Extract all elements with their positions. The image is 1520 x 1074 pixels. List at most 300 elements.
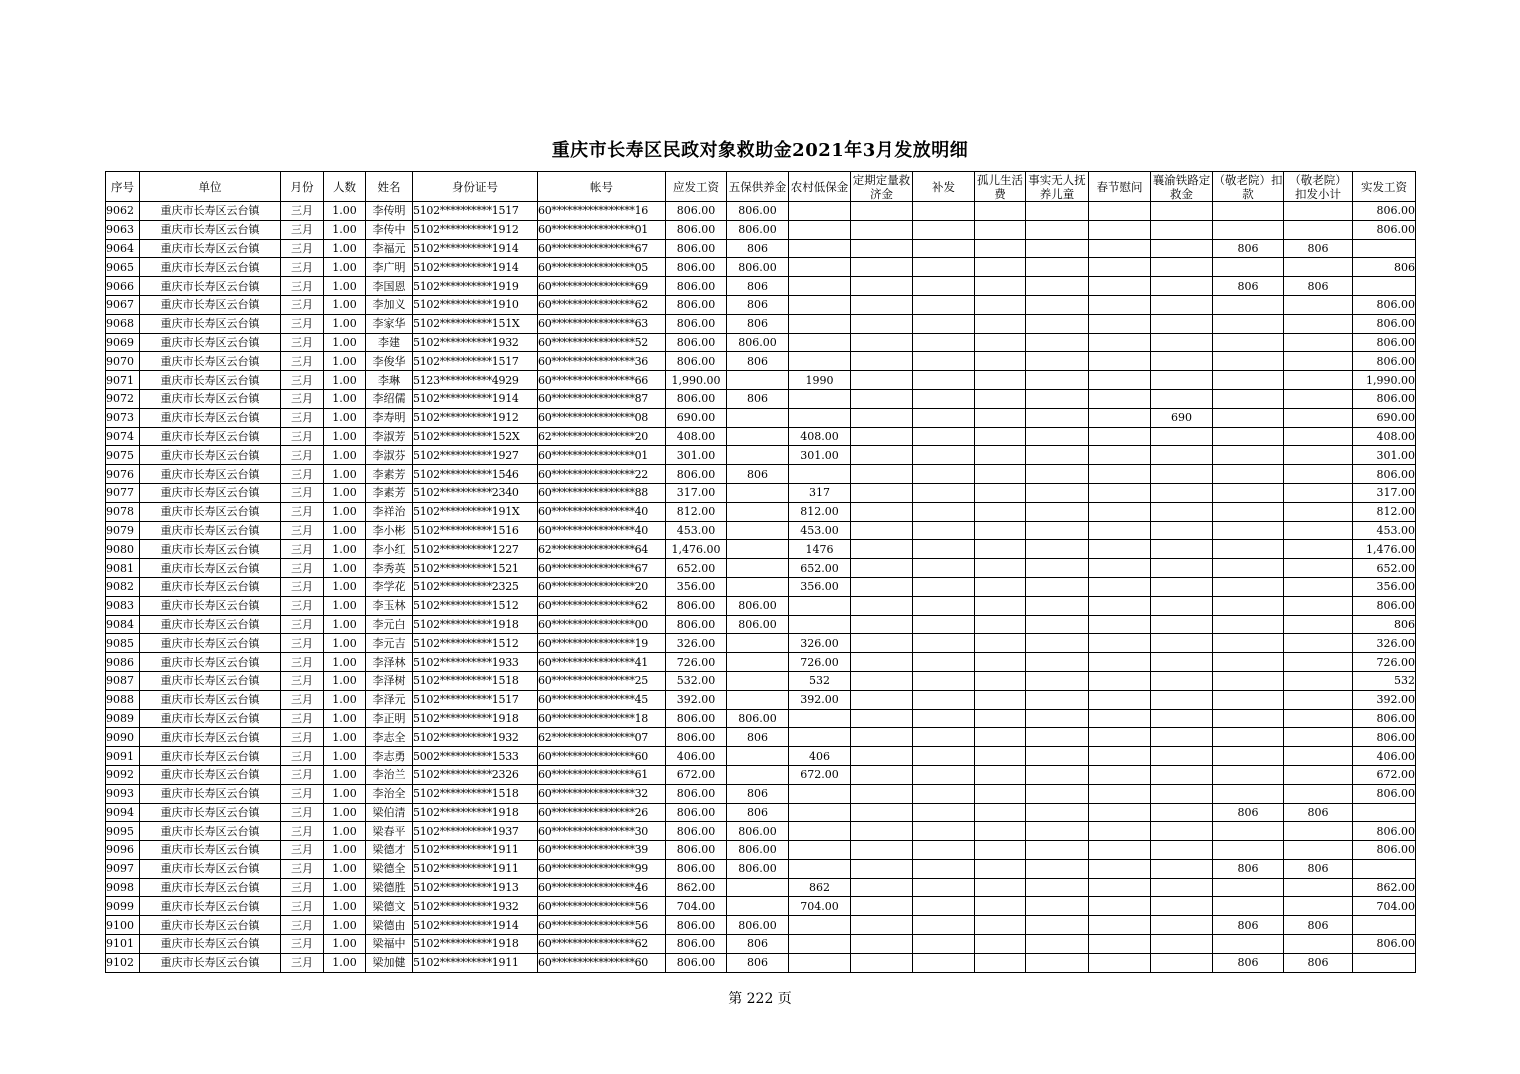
cell-xiangyu — [1151, 389, 1213, 408]
cell-bufa — [913, 239, 975, 258]
cell-dingqi — [851, 314, 913, 333]
cell-dingqi — [851, 333, 913, 352]
cell-month: 三月 — [281, 258, 324, 277]
cell-count: 1.00 — [324, 502, 366, 521]
cell-net: 806.00 — [1353, 728, 1416, 747]
cell-due: 532.00 — [666, 671, 727, 690]
cell-id: 5102**********1914 — [413, 258, 538, 277]
cell-dingqi — [851, 408, 913, 427]
cell-unit: 重庆市长寿区云台镇 — [140, 615, 281, 634]
cell-xiangyu — [1151, 295, 1213, 314]
cell-guer — [975, 521, 1026, 540]
cell-due: 806.00 — [666, 916, 727, 935]
cell-jly_subtotal — [1284, 502, 1353, 521]
cell-count: 1.00 — [324, 859, 366, 878]
cell-xiangyu — [1151, 446, 1213, 465]
cell-count: 1.00 — [324, 803, 366, 822]
cell-due: 812.00 — [666, 502, 727, 521]
cell-net: 726.00 — [1353, 653, 1416, 672]
cell-name: 梁伯清 — [366, 803, 413, 822]
cell-wubao — [727, 521, 789, 540]
cell-count: 1.00 — [324, 728, 366, 747]
cell-dibao: 812.00 — [789, 502, 851, 521]
cell-id: 5102**********1927 — [413, 446, 538, 465]
cell-net: 453.00 — [1353, 521, 1416, 540]
cell-name: 李加义 — [366, 295, 413, 314]
cell-bufa — [913, 483, 975, 502]
cell-xiangyu — [1151, 615, 1213, 634]
cell-seq: 9079 — [106, 521, 140, 540]
cell-acct: 60****************87 — [538, 389, 666, 408]
cell-shishi — [1026, 765, 1089, 784]
cell-dingqi — [851, 521, 913, 540]
cell-jly_subtotal — [1284, 728, 1353, 747]
cell-chunjie — [1089, 935, 1151, 954]
cell-dibao: 672.00 — [789, 765, 851, 784]
cell-id: 5102**********1517 — [413, 690, 538, 709]
cell-guer — [975, 408, 1026, 427]
cell-guer — [975, 277, 1026, 296]
cell-count: 1.00 — [324, 634, 366, 653]
cell-jly_subtotal — [1284, 634, 1353, 653]
cell-chunjie — [1089, 671, 1151, 690]
cell-acct: 60****************30 — [538, 822, 666, 841]
cell-dingqi — [851, 784, 913, 803]
cell-seq: 9065 — [106, 258, 140, 277]
cell-bufa — [913, 202, 975, 221]
column-header-id: 身份证号 — [413, 172, 538, 202]
cell-guer — [975, 897, 1026, 916]
table-row — [106, 314, 1416, 333]
cell-guer — [975, 953, 1026, 972]
cell-jly_subtotal — [1284, 465, 1353, 484]
cell-count: 1.00 — [324, 878, 366, 897]
cell-chunjie — [1089, 389, 1151, 408]
cell-count: 1.00 — [324, 897, 366, 916]
cell-month: 三月 — [281, 803, 324, 822]
cell-jly_subtotal — [1284, 671, 1353, 690]
cell-wubao: 806 — [727, 314, 789, 333]
cell-unit: 重庆市长寿区云台镇 — [140, 634, 281, 653]
cell-unit: 重庆市长寿区云台镇 — [140, 878, 281, 897]
cell-name: 李治全 — [366, 784, 413, 803]
cell-count: 1.00 — [324, 446, 366, 465]
cell-seq: 9088 — [106, 690, 140, 709]
cell-xiangyu — [1151, 521, 1213, 540]
cell-chunjie — [1089, 521, 1151, 540]
cell-jly_subtotal — [1284, 784, 1353, 803]
cell-dibao: 326.00 — [789, 634, 851, 653]
cell-bufa — [913, 765, 975, 784]
cell-wubao: 806.00 — [727, 615, 789, 634]
cell-jly_subtotal — [1284, 822, 1353, 841]
cell-seq: 9062 — [106, 202, 140, 221]
cell-shishi — [1026, 465, 1089, 484]
cell-xiangyu — [1151, 427, 1213, 446]
cell-acct: 60****************69 — [538, 277, 666, 296]
table-row — [106, 258, 1416, 277]
table-row — [106, 427, 1416, 446]
cell-month: 三月 — [281, 483, 324, 502]
cell-shishi — [1026, 709, 1089, 728]
cell-id: 5102**********1512 — [413, 596, 538, 615]
cell-count: 1.00 — [324, 653, 366, 672]
cell-net: 652.00 — [1353, 559, 1416, 578]
cell-due: 862.00 — [666, 878, 727, 897]
cell-dibao: 406 — [789, 747, 851, 766]
cell-net: 806.00 — [1353, 596, 1416, 615]
cell-shishi — [1026, 935, 1089, 954]
cell-name: 李传中 — [366, 220, 413, 239]
cell-seq: 9074 — [106, 427, 140, 446]
cell-acct: 60****************40 — [538, 502, 666, 521]
cell-jly_deduct — [1213, 653, 1284, 672]
cell-jly_deduct — [1213, 615, 1284, 634]
cell-chunjie — [1089, 859, 1151, 878]
cell-acct: 60****************00 — [538, 615, 666, 634]
cell-shishi — [1026, 596, 1089, 615]
cell-due: 652.00 — [666, 559, 727, 578]
cell-month: 三月 — [281, 709, 324, 728]
cell-name: 李俊华 — [366, 352, 413, 371]
cell-acct: 60****************62 — [538, 295, 666, 314]
cell-shishi — [1026, 953, 1089, 972]
cell-dingqi — [851, 352, 913, 371]
cell-unit: 重庆市长寿区云台镇 — [140, 822, 281, 841]
cell-jly_deduct — [1213, 596, 1284, 615]
cell-net — [1353, 239, 1416, 258]
cell-dibao — [789, 277, 851, 296]
column-header-chunjie: 春节慰问 — [1089, 172, 1151, 202]
cell-jly_subtotal: 806 — [1284, 859, 1353, 878]
cell-guer — [975, 540, 1026, 559]
cell-jly_subtotal — [1284, 314, 1353, 333]
cell-net: 806.00 — [1353, 220, 1416, 239]
cell-unit: 重庆市长寿区云台镇 — [140, 841, 281, 860]
cell-acct: 62****************20 — [538, 427, 666, 446]
cell-xiangyu — [1151, 465, 1213, 484]
table-row — [106, 747, 1416, 766]
cell-count: 1.00 — [324, 220, 366, 239]
cell-seq: 9094 — [106, 803, 140, 822]
cell-name: 李秀英 — [366, 559, 413, 578]
cell-bufa — [913, 690, 975, 709]
cell-bufa — [913, 277, 975, 296]
cell-unit: 重庆市长寿区云台镇 — [140, 258, 281, 277]
cell-dingqi — [851, 502, 913, 521]
cell-xiangyu — [1151, 935, 1213, 954]
cell-unit: 重庆市长寿区云台镇 — [140, 408, 281, 427]
cell-net: 532 — [1353, 671, 1416, 690]
cell-count: 1.00 — [324, 352, 366, 371]
cell-unit: 重庆市长寿区云台镇 — [140, 784, 281, 803]
cell-wubao — [727, 878, 789, 897]
cell-acct: 60****************25 — [538, 671, 666, 690]
cell-dingqi — [851, 577, 913, 596]
cell-seq: 9084 — [106, 615, 140, 634]
cell-guer — [975, 333, 1026, 352]
cell-chunjie — [1089, 483, 1151, 502]
cell-id: 5002**********1533 — [413, 747, 538, 766]
cell-xiangyu — [1151, 690, 1213, 709]
cell-jly_subtotal — [1284, 690, 1353, 709]
cell-due: 806.00 — [666, 615, 727, 634]
cell-jly_deduct — [1213, 427, 1284, 446]
cell-jly_deduct — [1213, 540, 1284, 559]
cell-name: 李琳 — [366, 371, 413, 390]
table-row — [106, 352, 1416, 371]
table-row — [106, 634, 1416, 653]
cell-xiangyu — [1151, 822, 1213, 841]
cell-seq: 9090 — [106, 728, 140, 747]
cell-month: 三月 — [281, 408, 324, 427]
cell-name: 梁福中 — [366, 935, 413, 954]
cell-jly_subtotal — [1284, 540, 1353, 559]
cell-wubao — [727, 765, 789, 784]
cell-due: 806.00 — [666, 314, 727, 333]
cell-unit: 重庆市长寿区云台镇 — [140, 371, 281, 390]
cell-dingqi — [851, 728, 913, 747]
cell-wubao — [727, 747, 789, 766]
table-row — [106, 277, 1416, 296]
cell-month: 三月 — [281, 953, 324, 972]
cell-month: 三月 — [281, 220, 324, 239]
cell-wubao: 806.00 — [727, 916, 789, 935]
cell-jly_subtotal — [1284, 559, 1353, 578]
cell-shishi — [1026, 352, 1089, 371]
cell-count: 1.00 — [324, 258, 366, 277]
cell-seq: 9098 — [106, 878, 140, 897]
cell-month: 三月 — [281, 728, 324, 747]
cell-due: 704.00 — [666, 897, 727, 916]
cell-jly_deduct: 806 — [1213, 916, 1284, 935]
cell-wubao: 806 — [727, 728, 789, 747]
cell-unit: 重庆市长寿区云台镇 — [140, 427, 281, 446]
cell-bufa — [913, 953, 975, 972]
cell-jly_deduct — [1213, 841, 1284, 860]
cell-xiangyu — [1151, 878, 1213, 897]
cell-xiangyu — [1151, 765, 1213, 784]
cell-due: 806.00 — [666, 953, 727, 972]
cell-chunjie — [1089, 916, 1151, 935]
cell-jly_deduct: 806 — [1213, 277, 1284, 296]
cell-id: 5102**********1518 — [413, 784, 538, 803]
cell-dingqi — [851, 822, 913, 841]
cell-seq: 9064 — [106, 239, 140, 258]
cell-dingqi — [851, 258, 913, 277]
cell-due: 806.00 — [666, 258, 727, 277]
cell-bufa — [913, 784, 975, 803]
cell-dibao: 726.00 — [789, 653, 851, 672]
cell-dibao: 862 — [789, 878, 851, 897]
cell-unit: 重庆市长寿区云台镇 — [140, 728, 281, 747]
cell-xiangyu — [1151, 916, 1213, 935]
cell-guer — [975, 389, 1026, 408]
cell-guer — [975, 935, 1026, 954]
cell-count: 1.00 — [324, 333, 366, 352]
cell-jly_subtotal — [1284, 258, 1353, 277]
cell-unit: 重庆市长寿区云台镇 — [140, 671, 281, 690]
cell-shishi — [1026, 690, 1089, 709]
cell-due: 806.00 — [666, 709, 727, 728]
cell-count: 1.00 — [324, 559, 366, 578]
cell-bufa — [913, 446, 975, 465]
cell-dibao — [789, 295, 851, 314]
cell-name: 李淑芳 — [366, 427, 413, 446]
table-row — [106, 709, 1416, 728]
cell-wubao — [727, 634, 789, 653]
cell-jly_deduct — [1213, 371, 1284, 390]
cell-unit: 重庆市长寿区云台镇 — [140, 483, 281, 502]
cell-seq: 9093 — [106, 784, 140, 803]
cell-bufa — [913, 389, 975, 408]
cell-acct: 60****************45 — [538, 690, 666, 709]
cell-acct: 60****************05 — [538, 258, 666, 277]
cell-jly_deduct: 806 — [1213, 803, 1284, 822]
cell-xiangyu — [1151, 258, 1213, 277]
cell-name: 梁德全 — [366, 859, 413, 878]
cell-acct: 62****************64 — [538, 540, 666, 559]
cell-jly_subtotal — [1284, 202, 1353, 221]
cell-dingqi — [851, 765, 913, 784]
cell-dingqi — [851, 653, 913, 672]
cell-month: 三月 — [281, 202, 324, 221]
cell-jly_deduct: 806 — [1213, 953, 1284, 972]
table-row — [106, 765, 1416, 784]
cell-guer — [975, 803, 1026, 822]
cell-count: 1.00 — [324, 953, 366, 972]
table-row — [106, 859, 1416, 878]
cell-bufa — [913, 878, 975, 897]
cell-shishi — [1026, 540, 1089, 559]
cell-dibao — [789, 220, 851, 239]
header-row — [106, 172, 1416, 202]
cell-guer — [975, 577, 1026, 596]
cell-month: 三月 — [281, 822, 324, 841]
cell-wubao: 806 — [727, 465, 789, 484]
cell-seq: 9086 — [106, 653, 140, 672]
table-row — [106, 202, 1416, 221]
cell-count: 1.00 — [324, 202, 366, 221]
cell-shishi — [1026, 577, 1089, 596]
cell-id: 5102**********1918 — [413, 615, 538, 634]
table-row — [106, 577, 1416, 596]
cell-due: 806.00 — [666, 202, 727, 221]
table-row — [106, 690, 1416, 709]
cell-dingqi — [851, 596, 913, 615]
table-row — [106, 371, 1416, 390]
cell-name: 李广明 — [366, 258, 413, 277]
cell-xiangyu — [1151, 239, 1213, 258]
cell-dibao — [789, 728, 851, 747]
cell-id: 5102**********1918 — [413, 803, 538, 822]
cell-month: 三月 — [281, 314, 324, 333]
cell-wubao: 806.00 — [727, 333, 789, 352]
cell-acct: 60****************67 — [538, 559, 666, 578]
cell-shishi — [1026, 841, 1089, 860]
cell-shishi — [1026, 615, 1089, 634]
cell-jly_deduct — [1213, 465, 1284, 484]
cell-jly_subtotal — [1284, 841, 1353, 860]
cell-guer — [975, 784, 1026, 803]
cell-jly_subtotal — [1284, 295, 1353, 314]
cell-jly_deduct — [1213, 634, 1284, 653]
cell-wubao: 806 — [727, 277, 789, 296]
cell-due: 326.00 — [666, 634, 727, 653]
cell-guer — [975, 483, 1026, 502]
cell-chunjie — [1089, 314, 1151, 333]
cell-due: 301.00 — [666, 446, 727, 465]
cell-name: 李绍儒 — [366, 389, 413, 408]
cell-due: 806.00 — [666, 859, 727, 878]
cell-id: 5102**********1912 — [413, 220, 538, 239]
cell-jly_subtotal — [1284, 653, 1353, 672]
cell-seq: 9096 — [106, 841, 140, 860]
cell-wubao: 806 — [727, 803, 789, 822]
cell-bufa — [913, 352, 975, 371]
cell-guer — [975, 371, 1026, 390]
cell-due: 806.00 — [666, 277, 727, 296]
cell-count: 1.00 — [324, 427, 366, 446]
cell-id: 5102**********1512 — [413, 634, 538, 653]
cell-shishi — [1026, 559, 1089, 578]
cell-acct: 60****************26 — [538, 803, 666, 822]
cell-unit: 重庆市长寿区云台镇 — [140, 502, 281, 521]
cell-id: 5102**********1932 — [413, 728, 538, 747]
cell-dibao — [789, 935, 851, 954]
cell-dibao — [789, 465, 851, 484]
column-header-name: 姓名 — [366, 172, 413, 202]
cell-wubao: 806.00 — [727, 859, 789, 878]
cell-jly_deduct — [1213, 897, 1284, 916]
cell-dingqi — [851, 747, 913, 766]
cell-count: 1.00 — [324, 822, 366, 841]
cell-xiangyu — [1151, 953, 1213, 972]
cell-guer — [975, 671, 1026, 690]
cell-name: 梁加健 — [366, 953, 413, 972]
cell-name: 李志全 — [366, 728, 413, 747]
cell-net: 806.00 — [1353, 784, 1416, 803]
cell-dingqi — [851, 389, 913, 408]
cell-seq: 9100 — [106, 916, 140, 935]
cell-dingqi — [851, 202, 913, 221]
table-row — [106, 935, 1416, 954]
cell-guer — [975, 841, 1026, 860]
cell-count: 1.00 — [324, 916, 366, 935]
cell-shishi — [1026, 784, 1089, 803]
cell-count: 1.00 — [324, 371, 366, 390]
cell-xiangyu — [1151, 634, 1213, 653]
cell-seq: 9102 — [106, 953, 140, 972]
table-row — [106, 483, 1416, 502]
cell-acct: 60****************41 — [538, 653, 666, 672]
cell-unit: 重庆市长寿区云台镇 — [140, 709, 281, 728]
cell-jly_subtotal — [1284, 935, 1353, 954]
cell-jly_deduct — [1213, 671, 1284, 690]
cell-id: 5102**********1227 — [413, 540, 538, 559]
cell-due: 806.00 — [666, 465, 727, 484]
cell-acct: 60****************36 — [538, 352, 666, 371]
cell-month: 三月 — [281, 446, 324, 465]
cell-xiangyu — [1151, 596, 1213, 615]
cell-count: 1.00 — [324, 690, 366, 709]
column-header-shishi: 事实无人抚养儿童 — [1026, 172, 1089, 202]
cell-jly_subtotal — [1284, 596, 1353, 615]
cell-dingqi — [851, 427, 913, 446]
cell-jly_deduct — [1213, 446, 1284, 465]
cell-month: 三月 — [281, 277, 324, 296]
cell-wubao — [727, 897, 789, 916]
